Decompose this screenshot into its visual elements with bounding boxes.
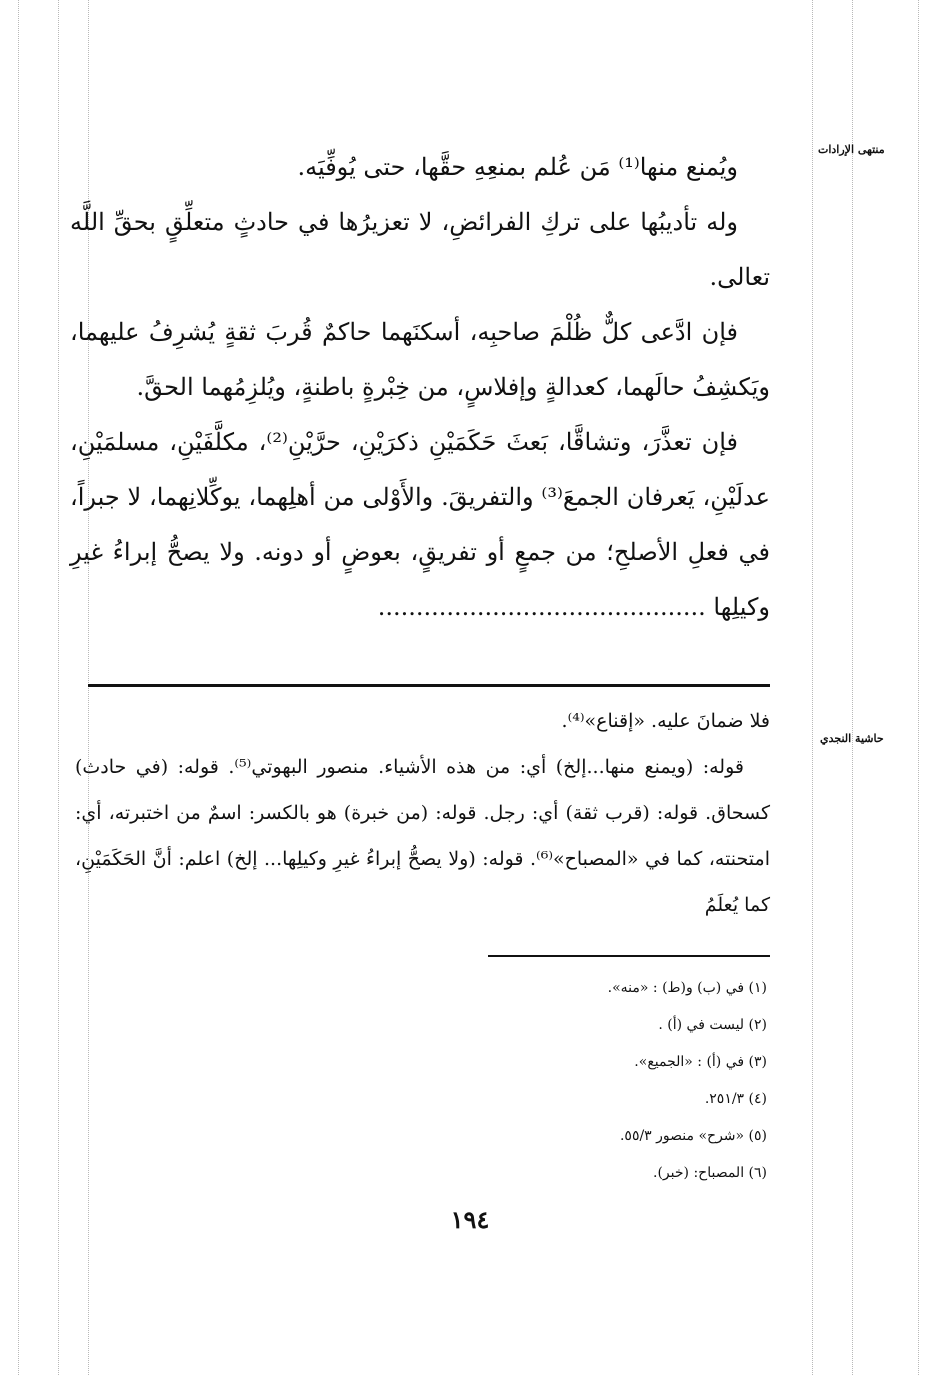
main-paragraph	[70, 415, 770, 635]
footnote: (٣) في (أ) : «الجميع».	[634, 1054, 767, 1070]
scan-dot-column	[58, 0, 59, 1375]
main-paragraph: ويُمنع منها⁽¹⁾ مَن عُلم بمنعِهِ حقَّها، حتى يُوفِّيَه.	[297, 153, 738, 181]
scan-dot-column	[812, 0, 813, 1375]
running-title-main: منتهى الإرادات	[818, 143, 885, 156]
continuation-dots: ...........................................	[377, 593, 706, 621]
main-paragraph-text: فإن تعذَّرَ، وتشاقَّا، بَعثَ حَكَمَيْنِ ذكرَيْنِ، حرَّيْنِ⁽²⁾، مكلَّفَيْنِ، مسلمَيْنِ، عدلَيْنِ، يَعرفان الجمعَ⁽³⁾ والتفريقَ. والأَوْلى من أهلِهما، يوكِّلانِهما، لا جبراً، في فعلِ الأصلحِ؛ من جمعٍ أو تفريقٍ، بعوضٍ أو دونه. ولا يصحُّ إبراءُ غيرِ وكيلِها	[70, 428, 771, 621]
main-text-block	[70, 140, 770, 635]
scan-dot-column	[18, 0, 19, 1375]
footnote: (٥) «شرح» منصور ٥٥/٣.	[619, 1128, 767, 1144]
scan-dot-column	[918, 0, 919, 1375]
main-separator-rule	[88, 684, 770, 687]
footnote: (٦) المصباح: (خبر).	[653, 1165, 767, 1181]
running-title-commentary: حاشية النجدي	[820, 732, 884, 745]
main-paragraph: فإن ادَّعى كلٌّ ظُلْمَ صاحبِه، أسكنَهما حاكمٌ قُربَ ثقةٍ يُشرِفُ عليهما، ويَكشِفُ حالَهما، كعدالةٍ وإفلاسٍ، من خِبْرةٍ باطنةٍ، ويُلزِمُهما الحقَّ.	[70, 318, 770, 401]
footnotes-block	[300, 970, 767, 1192]
scan-dot-column	[852, 0, 853, 1375]
footnote: (١) في (ب) و(ط) : «منه».	[607, 980, 767, 996]
commentary-paragraph: فلا ضمانَ عليه. «إقناع»⁽⁴⁾.	[561, 710, 770, 732]
page-number: ١٩٤	[450, 1205, 490, 1234]
commentary-paragraph: قوله: (ويمنع منها...إلخ) أي: من هذه الأشياء. منصور البهوتي⁽⁵⁾. قوله: (في حادث) كسحاق. قوله: (قرب ثقة) أي: رجل. قوله: (من خبرة) هو بالكسر: اسمٌ من اختبرته، أي: امتحنته، كما في «المصباح»⁽⁶⁾. قوله: (ولا يصحُّ إبراءُ غيرِ وكيلِها... إلخ) اعلم: أنَّ الحَكَمَيْنِ، كما يُعلَمُ	[75, 756, 770, 916]
main-paragraph: وله تأديبُها على تركِ الفرائضِ، لا تعزيرُها في حادثٍ متعلِّقٍ بحقِّ اللَّه تعالى.	[70, 208, 770, 291]
footnote-separator-rule	[488, 955, 770, 957]
footnote: (٢) ليست في (أ) .	[658, 1017, 767, 1033]
commentary-block	[75, 698, 770, 928]
footnote: (٤) ٢٥١/٣.	[704, 1091, 767, 1107]
